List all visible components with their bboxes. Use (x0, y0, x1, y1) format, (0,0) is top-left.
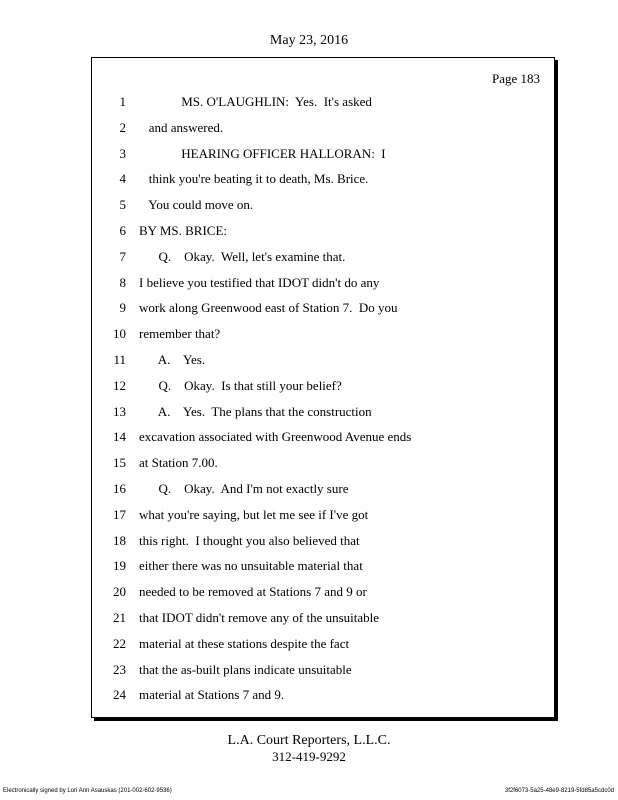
line-text: Q. Okay. Well, let's examine that. (139, 248, 346, 264)
transcript-line (92, 631, 554, 657)
transcript-line (92, 450, 554, 476)
line-text: remember that? (139, 326, 221, 342)
line-number: 20 (113, 584, 126, 600)
transcript-line (92, 502, 554, 528)
line-number: 13 (113, 403, 126, 419)
transcript-line (92, 657, 554, 683)
line-number: 15 (113, 455, 126, 471)
line-number: 1 (119, 94, 126, 109)
transcript-line (92, 579, 554, 605)
line-number: 19 (113, 558, 126, 574)
transcript-line (92, 218, 554, 244)
line-text: that IDOT didn't remove any of the unsuitable (139, 609, 380, 625)
line-text: Q. Okay. And I'm not exactly sure (139, 480, 349, 496)
line-number: 7 (119, 248, 126, 264)
line-number: 12 (113, 377, 126, 393)
line-number: 3 (119, 145, 126, 161)
transcript-line (92, 270, 554, 296)
electronic-signature: Electronically signed by Lori Ann Asauskas (201-002-602-9536) (3, 788, 172, 794)
line-text: HEARING OFFICER HALLORAN: I (139, 145, 386, 161)
transcript-line (92, 682, 554, 708)
line-text: work along Greenwood east of Station 7. Do you (139, 300, 398, 316)
transcript-line (92, 605, 554, 631)
line-number: 9 (119, 300, 126, 316)
transcript-line (92, 553, 554, 579)
line-text: think you're beating it to death, Ms. Brice. (139, 171, 369, 187)
transcript-line (92, 141, 554, 167)
line-number: 2 (119, 119, 126, 135)
transcript-line (92, 295, 554, 321)
line-number: 11 (113, 351, 126, 367)
transcript-page (91, 57, 555, 718)
line-text: Q. Okay. Is that still your belief? (139, 377, 342, 393)
transcript-line (92, 166, 554, 192)
line-number: 8 (119, 274, 126, 290)
document-hash: 3f2f6073-5a25-48e9-8219-5fd85a5cdc0d (504, 788, 614, 794)
court-reporter-phone: 312-419-9292 (272, 749, 346, 764)
line-number: 10 (113, 326, 126, 342)
line-number: 17 (113, 506, 126, 522)
transcript-date: May 23, 2016 (269, 33, 349, 48)
transcript-line (92, 192, 554, 218)
line-text: either there was no unsuitable material that (139, 558, 363, 574)
transcript-line (92, 347, 554, 373)
transcript-line (92, 373, 554, 399)
court-reporter-name: L.A. Court Reporters, L.L.C. (227, 733, 391, 748)
transcript-line (92, 399, 554, 425)
line-number: 6 (119, 222, 126, 238)
line-text: A. Yes. (139, 351, 206, 367)
transcript-line (92, 476, 554, 502)
transcript-line (92, 89, 554, 115)
line-text: this right. I thought you also believed that (139, 532, 360, 548)
line-number: 18 (113, 532, 126, 548)
transcript-line (92, 115, 554, 141)
line-number: 14 (113, 429, 126, 445)
transcript-line (92, 244, 554, 270)
transcript-line (92, 321, 554, 347)
line-text: material at Stations 7 and 9. (139, 687, 285, 703)
line-text: BY MS. BRICE: (139, 222, 228, 238)
line-text: excavation associated with Greenwood Avenue ends (139, 429, 412, 445)
line-number: 23 (113, 661, 126, 677)
transcript-line (92, 424, 554, 450)
line-number: 16 (113, 480, 126, 496)
line-number: 22 (113, 635, 126, 651)
line-text: I believe you testified that IDOT didn't do any (139, 274, 380, 290)
line-text: MS. O'LAUGHLIN: Yes. It's asked (139, 94, 372, 109)
page-number: Page 183 (491, 71, 540, 86)
line-text: what you're saying, but let me see if I've got (139, 506, 369, 522)
transcript-lines (92, 89, 554, 708)
line-text: A. Yes. The plans that the construction (139, 403, 372, 419)
line-text: You could move on. (139, 197, 254, 213)
line-number: 5 (119, 197, 126, 213)
line-text: and answered. (139, 119, 224, 135)
line-text: at Station 7.00. (139, 455, 218, 471)
transcript-line (92, 528, 554, 554)
line-text: that the as-built plans indicate unsuitable (139, 661, 352, 677)
line-text: needed to be removed at Stations 7 and 9 or (139, 584, 367, 600)
line-number: 24 (113, 687, 126, 703)
line-number: 21 (113, 609, 126, 625)
line-text: material at these stations despite the fact (139, 635, 350, 651)
line-number: 4 (119, 171, 126, 187)
